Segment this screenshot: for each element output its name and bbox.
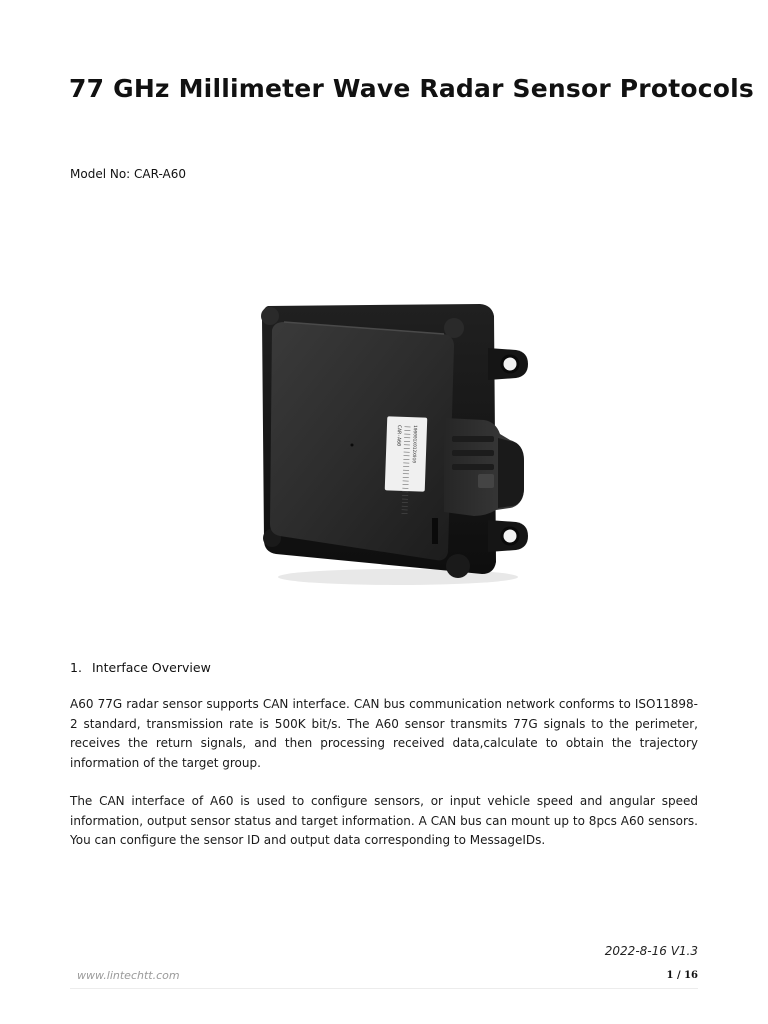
- mounting-ear-bottom: [488, 520, 528, 552]
- label-model: CAR-A60: [395, 424, 402, 447]
- footer-divider: [70, 988, 698, 989]
- section-number: 1.: [70, 660, 82, 675]
- footer-page-number: 1 / 16: [666, 970, 698, 981]
- document-version: 2022-8-16 V1.3: [604, 944, 698, 958]
- label-barcode: |||||||||||||||||||||||||: [400, 424, 411, 516]
- mounting-ear-top: [488, 348, 528, 380]
- section-heading: [70, 660, 211, 675]
- connector-plug: [444, 418, 524, 516]
- model-number: Model No: CAR-A60: [70, 167, 187, 181]
- label-serial: 100001X012X010: [410, 424, 417, 464]
- radar-sensor-image: [248, 290, 540, 590]
- footer-website: www.lintechtt.com: [77, 969, 180, 982]
- section-title: Interface Overview: [92, 660, 211, 675]
- product-photo: [248, 290, 540, 590]
- paragraph-interface-overview-2: The CAN interface of A60 is used to configure sensors, or input vehicle speed and angular speed information, output sensor status and target information. A CAN bus can mount up to 8pcs A60 sensors. You can configure the sensor ID and output data corresponding to MessageIDs.: [70, 794, 698, 848]
- document-title: 77 GHz Millimeter Wave Radar Sensor Protocols: [69, 74, 754, 103]
- paragraph-interface-overview-1: A60 77G radar sensor supports CAN interface. CAN bus communication network conforms to ISO11898-2 standard, transmission rate is 500K bit/s. The A60 sensor transmits 77G signals to the perimeter, receives the return signals, and then processing received data,calculate to obtain the trajectory information of the target group.: [70, 697, 698, 770]
